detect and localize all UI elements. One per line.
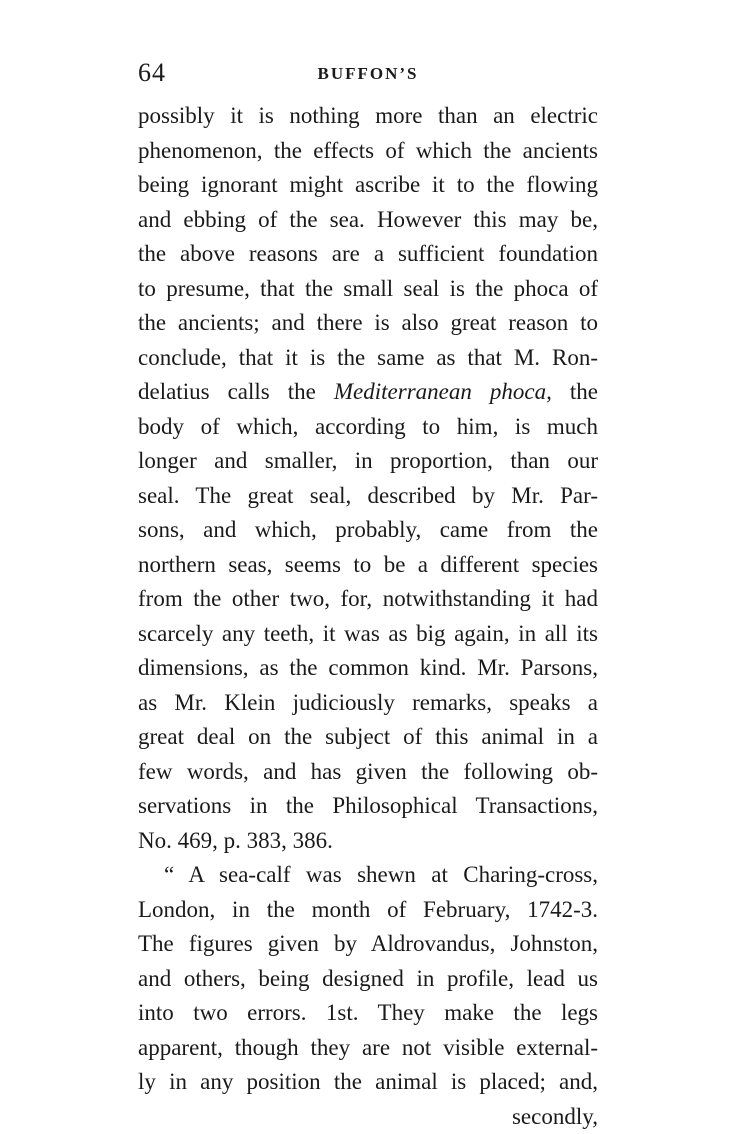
text-line: scarcely any teeth, it was as big again, in all its — [138, 617, 598, 652]
text-line: body of which, according to him, is much — [138, 410, 598, 445]
paragraph-2 — [138, 858, 598, 1100]
text-line: longer and smaller, in proportion, than our — [138, 444, 598, 479]
text-line: The figures given by Aldrovandus, Johnston, — [138, 927, 598, 962]
text-line: London, in the month of February, 1742-3. — [138, 893, 598, 928]
running-title: BUFFON’S — [138, 64, 598, 84]
text-line: northern seas, seems to be a different species — [138, 548, 598, 583]
text-line: and others, being designed in profile, lead us — [138, 962, 598, 997]
catchword: secondly, — [138, 1100, 598, 1134]
page-number: 64 — [138, 58, 166, 88]
text-line: seal. The great seal, described by Mr. Par- — [138, 479, 598, 514]
body-text — [138, 99, 598, 1134]
text-line: and ebbing of the sea. However this may be, — [138, 203, 598, 238]
text-line: as Mr. Klein judiciously remarks, speaks a — [138, 686, 598, 721]
text-line: from the other two, for, notwithstanding it had — [138, 582, 598, 617]
text-segment: the — [552, 379, 598, 404]
text-line: being ignorant might ascribe it to the flowing — [138, 168, 598, 203]
italic-term: Mediterranean phoca, — [334, 379, 552, 404]
text-line: No. 469, p. 383, 386. — [138, 824, 598, 859]
text-line: the ancients; and there is also great reason to — [138, 306, 598, 341]
text-line: dimensions, as the common kind. Mr. Parsons, — [138, 651, 598, 686]
text-line: the above reasons are a sufficient foundation — [138, 237, 598, 272]
text-line: ly in any position the animal is placed; and, — [138, 1065, 598, 1100]
text-line: phenomenon, the effects of which the ancients — [138, 134, 598, 169]
text-line: “ A sea-calf was shewn at Charing-cross, — [138, 858, 598, 893]
text-line: apparent, though they are not visible external- — [138, 1031, 598, 1066]
text-line: great deal on the subject of this animal in a — [138, 720, 598, 755]
text-line: into two errors. 1st. They make the legs — [138, 996, 598, 1031]
text-line: servations in the Philosophical Transactions, — [138, 789, 598, 824]
text-segment: delatius calls the — [138, 379, 334, 404]
text-line: sons, and which, probably, came from the — [138, 513, 598, 548]
text-line: to presume, that the small seal is the phoca of — [138, 272, 598, 307]
text-line: conclude, that it is the same as that M. Ron- — [138, 341, 598, 376]
text-line: possibly it is nothing more than an electric — [138, 99, 598, 134]
running-head — [138, 58, 598, 88]
paragraph-1 — [138, 99, 598, 858]
text-line-with-italic — [138, 375, 598, 410]
text-line: few words, and has given the following ob- — [138, 755, 598, 790]
